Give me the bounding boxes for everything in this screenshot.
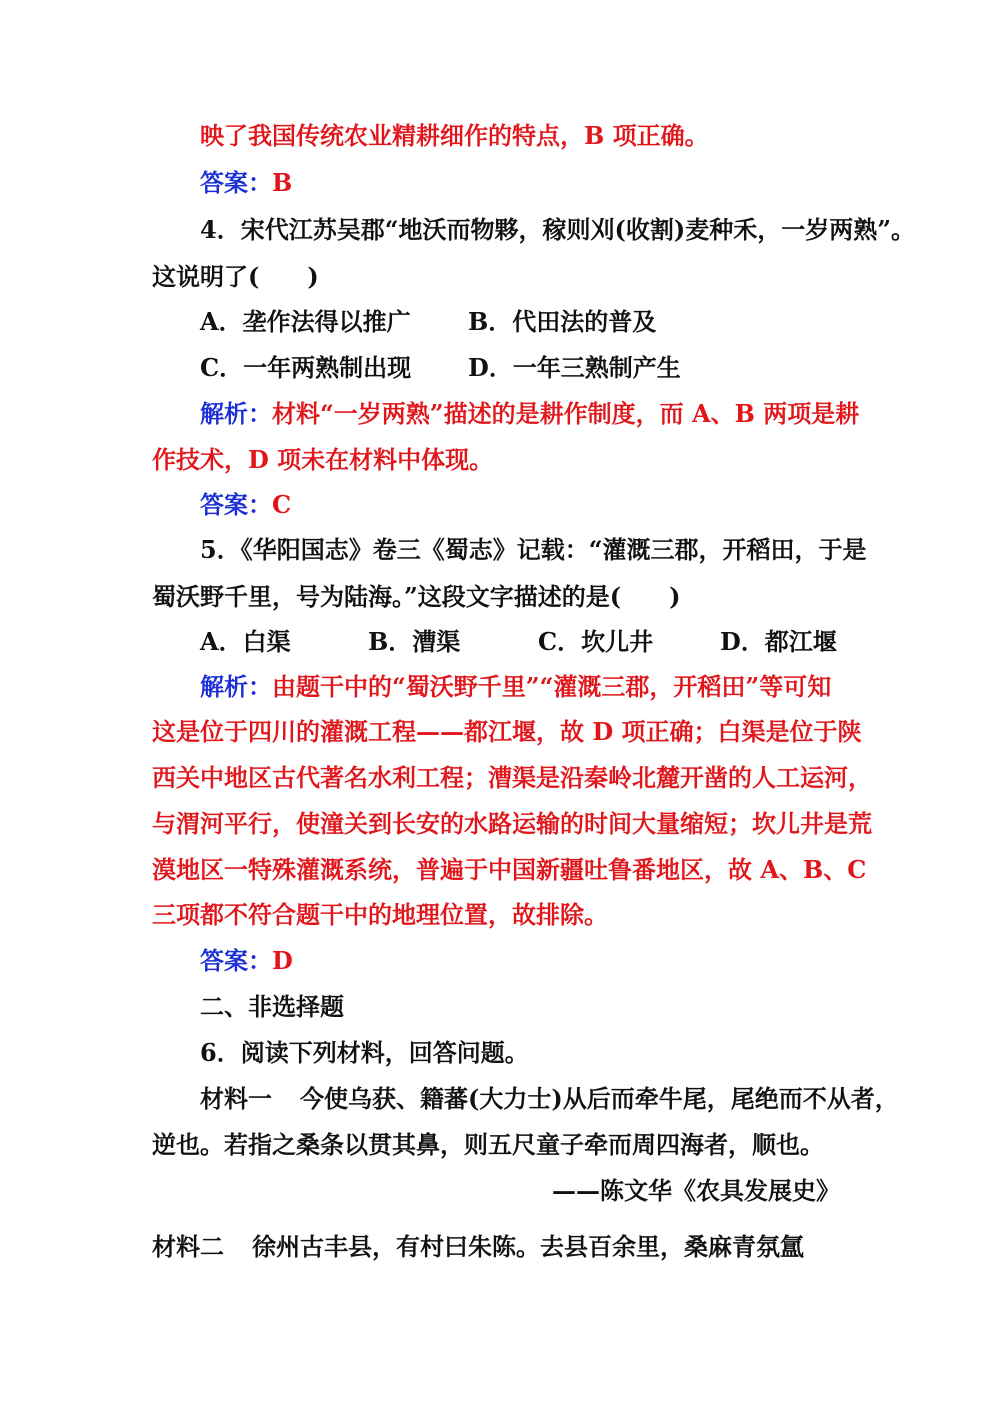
answer-value: C [272,490,292,519]
material1-label: 材料一 [200,1084,272,1113]
q5-analysis-line2: 这是位于四川的灌溉工程——都江堰，故 D 项正确；白渠是位于陕 [152,717,862,746]
q5-analysis-line3: 西关中地区古代著名水利工程；漕渠是沿秦岭北麓开凿的人工运河， [152,763,872,792]
q5-option-b: B．漕渠 [368,627,461,656]
analysis-label: 解析： [200,399,272,428]
q5-stem-line1: 5．《华阳国志》卷三《蜀志》记载：“灌溉三郡，开稻田，于是 [200,535,867,564]
q5-option-a: A．白渠 [200,627,291,656]
q6-material1-source: ——陈文华《农具发展史》 [552,1176,840,1205]
answer-label: 答案： [200,946,272,975]
answer-value: B [272,168,293,197]
q5-option-d: D．都江堰 [720,627,837,656]
q4-option-b: B．代田法的普及 [468,307,657,336]
q4-option-c: C．一年两熟制出现 [200,353,412,382]
q4-option-a: A．垄作法得以推广 [200,307,411,336]
section-title: 二、非选择题 [200,992,344,1021]
q6-stem: 6．阅读下列材料，回答问题。 [200,1038,529,1067]
q5-option-c: C．坎儿井 [538,627,654,656]
q6-material2-line1 [152,1230,852,1264]
q5-analysis-line5: 漠地区一特殊灌溉系统，普遍于中国新疆吐鲁番地区，故 A、B、C [152,855,867,884]
analysis-text: 材料“一岁两熟”描述的是耕作制度，而 A、B 两项是耕 [272,399,860,428]
q4-analysis-line2: 作技术，D 项未在材料中体现。 [152,445,494,474]
analysis-label: 解析： [200,672,272,701]
material1-text: 今使乌获、籍蕃(大力士)从后而牵牛尾，尾绝而不从者， [300,1084,899,1113]
q3-analysis-tail: 映了我国传统农业精耕细作的特点，B 项正确。 [200,121,709,150]
q5-analysis-line4: 与渭河平行，使潼关到长安的水路运输的时间大量缩短；坎儿井是荒 [152,809,872,838]
q4-option-d: D．一年三熟制产生 [468,353,681,382]
q5-answer [200,944,852,978]
material2-label: 材料二 [152,1232,224,1261]
q4-answer [200,488,852,522]
answer-label: 答案： [200,490,272,519]
answer-label: 答案： [200,168,272,197]
q5-analysis-line1 [200,670,852,704]
q6-material1-line1 [200,1082,899,1116]
q4-stem-line2: 这说明了( ) [152,262,319,291]
analysis-text: 由题干中的“蜀沃野千里”“灌溉三郡，开稻田”等可知 [272,672,832,701]
q6-material1-line2: 逆也。若指之桑条以贯其鼻，则五尺童子牵而周四海者，顺也。 [152,1130,824,1159]
q4-stem-line1: 4．宋代江苏吴郡“地沃而物夥，稼则刈(收割)麦种禾，一岁两熟”。 [200,215,916,244]
q3-answer [200,166,852,200]
q5-stem-line2: 蜀沃野千里，号为陆海。”这段文字描述的是( ) [152,582,681,611]
q5-analysis-line6: 三项都不符合题干中的地理位置，故排除。 [152,900,608,929]
material2-text: 徐州古丰县，有村曰朱陈。去县百余里，桑麻青氛氲 [252,1232,804,1261]
answer-value: D [272,946,293,975]
q4-analysis-line1 [200,397,860,431]
